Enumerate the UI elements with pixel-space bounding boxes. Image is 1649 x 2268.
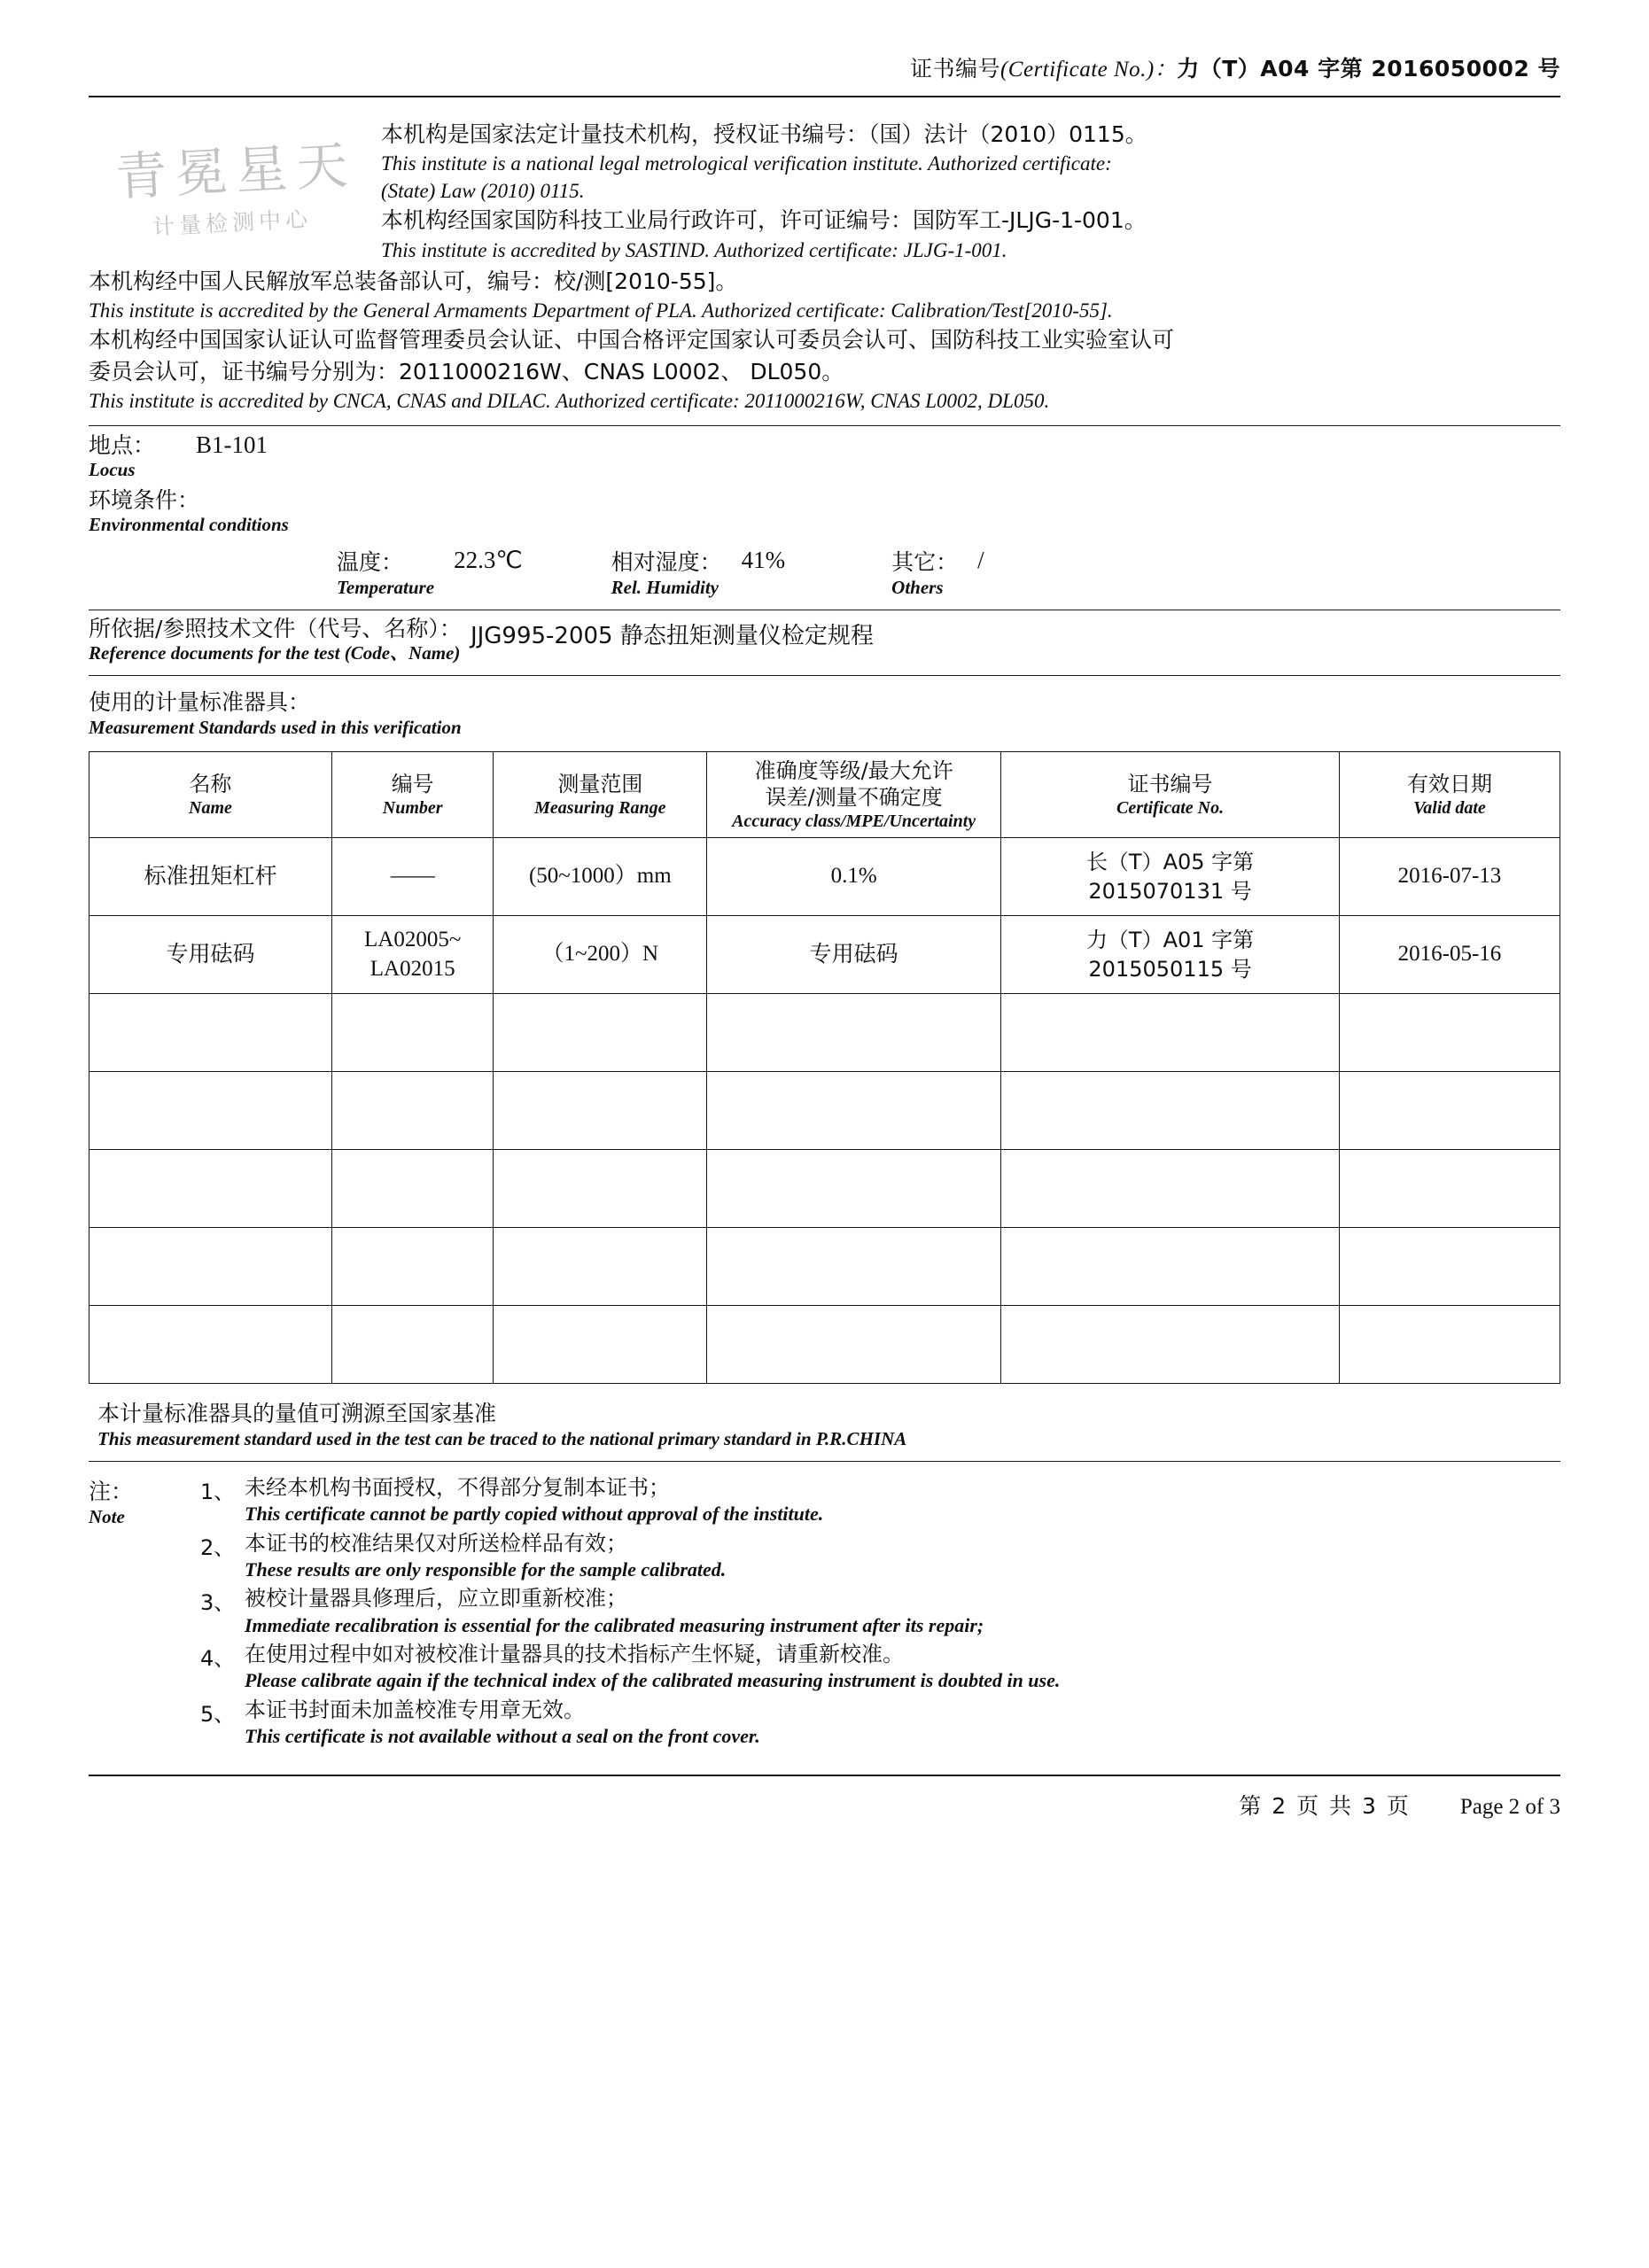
note-body [245,1585,984,1637]
traceability-en: This measurement standard used in the test can be traced to the national primary standard in P.R.CHINA [97,1428,907,1450]
institute-line2-zh: 本机构经国家国防科技工业局行政许可，许可证编号：国防军工-JLJG-1-001。 [381,207,1147,234]
seal-text-secondary: 计量检测中心 [152,206,313,240]
column-name-zh: 名称 [189,772,232,797]
reference-label-zh: 所依据/参照技术文件（代号、名称）： [89,615,462,641]
note-zh: 未经本机构书面授权，不得部分复制本证书； [245,1475,670,1501]
row-name [89,994,332,1072]
column-number-zh: 编号 [391,772,434,797]
list-item [186,1474,1560,1526]
table-row [89,1072,1560,1150]
column-name-en: Name [189,798,232,819]
row-range [494,994,707,1072]
reference-divider [89,675,1560,676]
column-number-en: Number [382,798,443,819]
temperature-label-zh: 温度： [337,548,404,575]
page-number-en: Page 2 of 3 [1459,1795,1560,1820]
institute-block [89,113,1560,264]
column-valid-zh: 有效日期 [1406,772,1492,797]
institute-divider [89,425,1560,426]
note-number: 1、 [200,1480,236,1505]
row-range: （1~200）N [494,916,707,994]
institute-line4-zh-b: 委员会认可，证书编号分别为：2011000216W、CNAS L0002、 DL050。 [89,358,844,384]
others-label-en: Others [891,576,944,598]
row-valid-date [1339,1150,1560,1228]
row-certificate-line2: 2015050115 号 [1088,956,1252,982]
column-range-en: Measuring Range [534,798,666,819]
institute-line4-en: This institute is accredited by CNCA, CNAS and DILAC. Authorized certificate: 2011000216W, CNAS L0002, DL050. [89,390,1050,413]
reference-labels [89,616,462,664]
institute-line1-en2: (State) Law (2010) 0115. [381,180,585,203]
note-en: Please calibrate again if the technical index of the calibrated measuring instrument is doubted in use. [245,1669,1061,1692]
row-name [89,1228,332,1306]
locus-labels [89,432,155,481]
row-name [89,1306,332,1384]
row-number [331,1072,494,1150]
row-range [494,1228,707,1306]
column-accuracy-zh-2: 误差/测量不确定度 [765,785,943,811]
row-valid-date: 2016-05-16 [1339,916,1560,994]
row-name: 专用砝码 [89,916,332,994]
row-valid-date [1339,994,1560,1072]
row-range: (50~1000）mm [494,838,707,916]
row-certificate [1001,1306,1340,1384]
column-range-zh: 测量范围 [557,772,643,797]
page-number-zh: 第 2 页 共 3 页 [1239,1793,1411,1820]
table-row [89,1150,1560,1228]
note-zh: 被校计量器具修理后，应立即重新校准； [245,1586,627,1612]
seal-text-primary: 青冕星天 [113,134,358,207]
institute-statements [381,113,1560,264]
others-value: / [977,546,984,573]
row-number [331,1150,494,1228]
column-valid-date [1339,752,1560,838]
institute-line2-en: This institute is accredited by SASTIND. Authorized certificate: JLJG-1-001. [381,238,1007,261]
row-valid-date [1339,1228,1560,1306]
standards-title-en: Measurement Standards used in this verification [89,717,462,739]
row-certificate [1001,1072,1340,1150]
table-row [89,994,1560,1072]
others-label-zh: 其它： [891,548,959,575]
humidity-value: 41% [741,546,786,573]
row-accuracy [707,1072,1001,1150]
traceability-divider [89,1461,1560,1462]
row-certificate [1001,838,1340,916]
note-zh: 在使用过程中如对被校准计量器具的技术指标产生怀疑，请重新校准。 [245,1642,904,1667]
column-accuracy-en: Accuracy class/MPE/Uncertainty [732,812,976,832]
locus-label-en: Locus [89,459,136,481]
environment-labels [89,487,1560,536]
row-accuracy: 专用砝码 [707,916,1001,994]
certificate-number-label-en: (Certificate No.)： [1000,58,1178,82]
row-number-line1: LA02005~ [364,928,462,952]
list-item [186,1530,1560,1582]
row-certificate-line2: 2015070131 号 [1088,878,1252,904]
locus-section [89,431,1560,481]
header-divider [89,96,1560,97]
notes-section [89,1474,1560,1751]
institute-line1-en: This institute is a national legal metrological verification institute. Authorized certificate: [381,152,1112,175]
list-item [186,1585,1560,1637]
note-body [245,1641,1060,1693]
row-name [89,1072,332,1150]
environment-humidity [611,545,786,599]
row-certificate [1001,994,1340,1072]
institute-statements-full [89,266,1560,416]
locus-label-zh: 地点： [89,432,156,459]
row-valid-date: 2016-07-13 [1339,838,1560,916]
institute-line1-zh: 本机构是国家法定计量技术机构，授权证书编号：（国）法计（2010）0115。 [381,120,1147,147]
note-body [245,1474,823,1526]
environment-values-row [89,545,1560,599]
humidity-label-en: Rel. Humidity [611,576,719,598]
humidity-label-zh: 相对湿度： [611,548,722,575]
column-number [331,752,494,838]
notes-labels [89,1474,186,1528]
note-zh: 本证书的校准结果仅对所送检样品有效； [245,1530,627,1556]
environment-temperature [337,545,523,599]
certificate-number-value: 力（T）A04 字第 2016050002 号 [1177,56,1560,82]
note-en: Immediate recalibration is essential for the calibrated measuring instrument after its repair; [245,1613,984,1636]
column-range [494,752,707,838]
traceability-zh: 本计量标准器具的量值可溯源至国家基准 [97,1401,497,1427]
reference-value: JJG995-2005 静态扭矩测量仪检定规程 [470,622,874,649]
locus-row [89,431,1560,481]
traceability-statement [89,1396,1560,1450]
row-accuracy [707,1150,1001,1228]
note-number: 5、 [200,1701,236,1727]
row-number [331,1228,494,1306]
environment-label-en: Environmental conditions [89,513,289,535]
row-number: —— [331,838,494,916]
row-certificate-line1: 长（T）A05 字第 [1085,850,1255,875]
institute-seal [89,113,381,264]
notes-head [89,1474,1560,1751]
reference-label-en: Reference documents for the test (Code、Name) [89,641,461,664]
standards-title [89,685,1560,739]
note-en: This certificate is not available without a seal on the front cover. [245,1724,760,1747]
column-accuracy [707,752,1001,838]
institute-line3-zh: 本机构经中国人民解放军总装备部认可，编号：校/测[2010-55]。 [89,268,738,294]
standards-table-header-row [89,752,1560,838]
row-name [89,1150,332,1228]
notes-label-en: Note [89,1506,125,1528]
row-accuracy: 0.1% [707,838,1001,916]
note-number: 4、 [200,1646,236,1672]
footer-divider [89,1775,1560,1776]
notes-label-zh: 注： [89,1479,134,1505]
environment-section [89,487,1560,599]
row-certificate [1001,1228,1340,1306]
row-number [331,994,494,1072]
note-number: 3、 [200,1590,236,1616]
row-number-line2: LA02015 [369,956,455,981]
locus-value: B1-101 [196,431,268,459]
column-valid-en: Valid date [1413,798,1486,819]
standards-table [89,751,1560,1384]
column-certificate-zh: 证书编号 [1127,772,1213,797]
row-number [331,916,494,994]
environment-others [891,545,984,599]
row-name: 标准扭矩杠杆 [89,838,332,916]
note-zh: 本证书封面未加盖校准专用章无效。 [245,1697,585,1722]
row-accuracy [707,994,1001,1072]
table-row [89,1228,1560,1306]
list-item [186,1641,1560,1693]
temperature-label-en: Temperature [337,576,435,598]
environment-label-zh: 环境条件： [89,486,200,513]
note-number: 2、 [200,1534,236,1560]
row-accuracy [707,1306,1001,1384]
column-certificate-no [1001,752,1340,838]
row-certificate [1001,916,1340,994]
column-accuracy-zh-1: 准确度等级/最大允许 [754,758,953,784]
page-footer [89,1789,1560,1821]
table-row [89,916,1560,994]
row-certificate [1001,1150,1340,1228]
note-en: These results are only responsible for the sample calibrated. [245,1557,727,1581]
row-number [331,1306,494,1384]
temperature-value: 22.3℃ [454,546,523,573]
column-certificate-en: Certificate No. [1116,798,1225,819]
institute-line4-zh-a: 本机构经中国国家认证认可监督管理委员会认证、中国合格评定国家认可委员会认可、国防科技工业实验室认可 [89,327,1175,353]
notes-list [186,1474,1560,1751]
note-en: This certificate cannot be partly copied without approval of the institute. [245,1503,824,1526]
row-range [494,1150,707,1228]
row-valid-date [1339,1072,1560,1150]
list-item [186,1697,1560,1749]
table-row [89,1306,1560,1384]
note-body [245,1697,760,1749]
row-range [494,1072,707,1150]
reference-section [89,616,1560,664]
row-range [494,1306,707,1384]
row-valid-date [1339,1306,1560,1384]
certificate-number-row [89,0,1560,85]
table-row [89,838,1560,916]
certificate-number-label-zh: 证书编号 [909,56,1000,82]
row-certificate-line1: 力（T）A01 字第 [1085,928,1255,953]
row-accuracy [707,1228,1001,1306]
note-body [245,1530,726,1582]
standards-title-zh: 使用的计量标准器具： [89,689,311,716]
column-name [89,752,332,838]
institute-line3-en: This institute is accredited by the General Armaments Department of PLA. Authorized certificate: Calibration/Test[2010-55]. [89,299,1113,322]
